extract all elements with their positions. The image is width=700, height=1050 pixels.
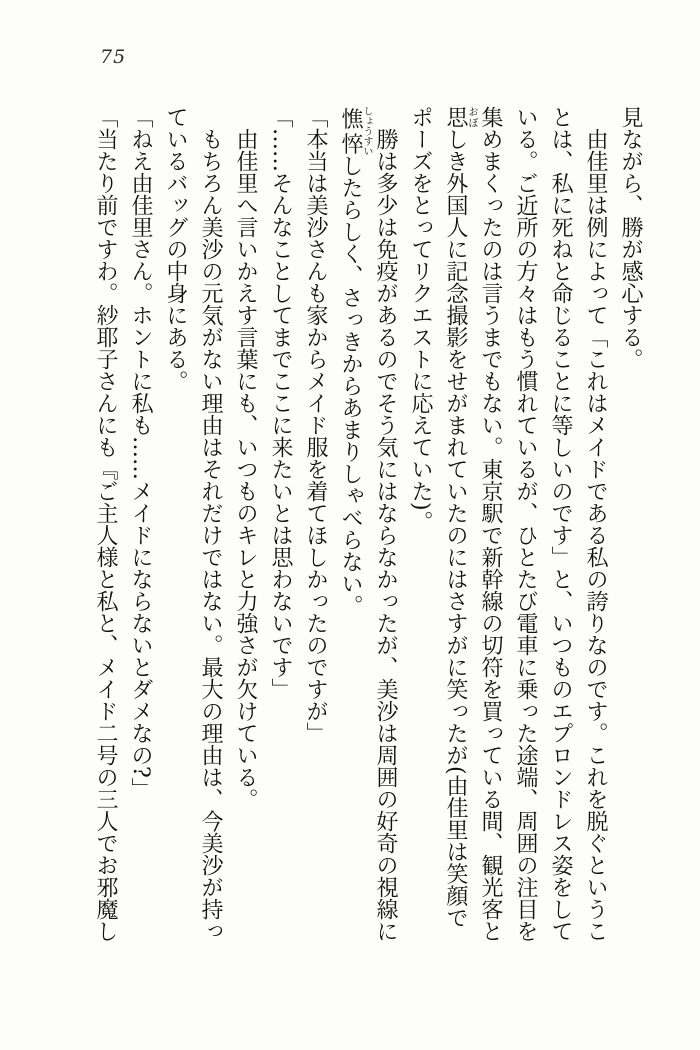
page-number: 75 [100, 46, 127, 68]
paragraph: 「ねえ由佳里さん。ホントに私も……メイドにならないとダメなの?」 [128, 106, 153, 800]
paragraph: 「……そんなことしてまでここに来たいとは思わないです」 [268, 106, 293, 700]
paragraph: 由佳里は例によって「これはメイドである私の誇りなのです。これを脱ぐということは、私に死ねと命じることに等しいのです」と、いつものエプロンドレス姿をしている。ご近所の方々はもう慣れているが、ひとたび電車に乗った途端、周囲の注目を集めまくったのは言うまでもない。東京駅で新幹線の切符を買っている間、観光客と思おぼしき外国人に記念撮影をせがまれていたのにはさすがに笑ったが(由佳里は笑顔でポーズをとってリクエストに応えていた)。 [408, 106, 608, 942]
furigana-ruby: 思おぼ [443, 106, 477, 128]
paragraph: 勝は多少は免疫があるのでそう気にはならなかったが、美沙は周囲の好奇の視線に憔悴しょうすいしたらしく、さっきからあまりしゃべらない。 [338, 106, 398, 942]
paragraph: 由佳里へ言いかえす言葉にも、いつものキレと力強さが欠けている。 [233, 128, 258, 810]
paragraph: 見ながら、勝が感心する。 [618, 106, 643, 370]
furigana-ruby: 憔悴しょうすい [338, 106, 372, 156]
paragraph: もちろん美沙の元気がない理由はそれだけではない。最大の理由は、今美沙が持っているバッグの中身にある。 [163, 106, 223, 942]
page-text [83, 106, 648, 946]
paragraph: 「当たり前ですわ。紗耶子さんにも『ご主人様と私と、メイド二号の三人でお邪魔し [93, 106, 118, 942]
paragraph: 「本当は美沙さんも家からメイド服を着てほしかったのですが」 [303, 106, 328, 744]
